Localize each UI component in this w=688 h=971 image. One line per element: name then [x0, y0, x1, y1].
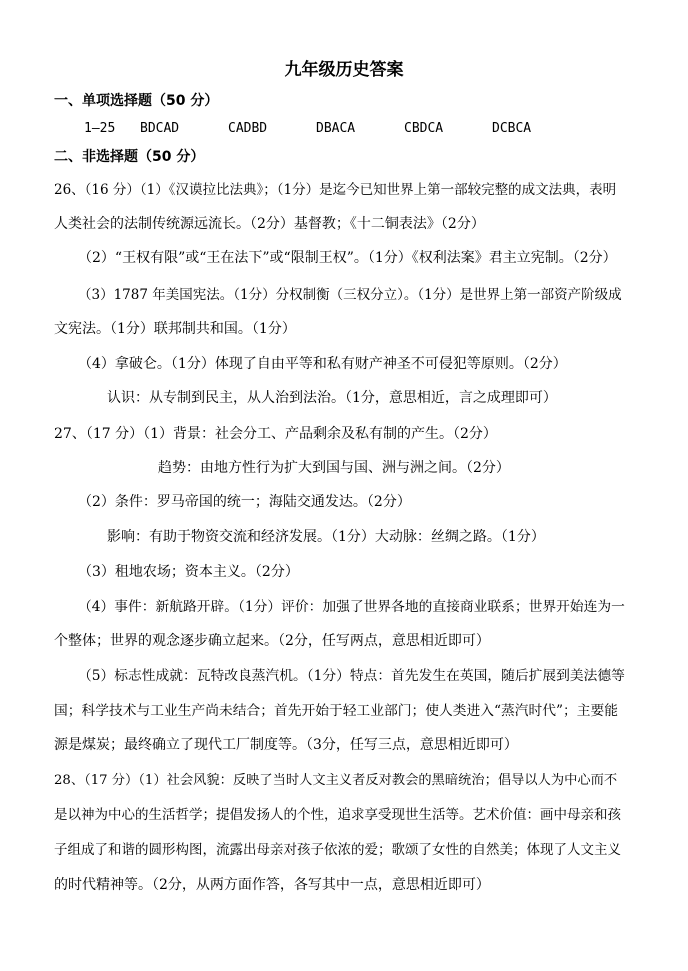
answer-line: （4）事件：新航路开辟。（1分）评价：加强了世界各地的直接商业联系；世界开始连为一 [78, 599, 625, 615]
mc-group-5: DCBCA [492, 121, 532, 136]
answer-line: （5）标志性成就：瓦特改良蒸汽机。（1分）特点：首先发生在英国，随后扩展到美法德等 [78, 668, 625, 684]
answer-line: 子组成了和谐的圆形构图，流露出母亲对孩子依浓的爱；歌颂了女性的自然美；体现了人文主义 [54, 842, 621, 858]
answer-line: 文宪法。（1分）联邦制共和国。（1分） [54, 321, 296, 337]
answer-line: 是以神为中心的生活哲学；提倡发扬人的个性，追求享受现世生活等。艺术价值：画中母亲和孩 [54, 807, 621, 823]
page-title: 九年级历史答案 [284, 60, 404, 80]
answer-line: 的时代精神等。（2分，从两方面作答，各写其中一点，意思相近即可） [54, 877, 490, 893]
answer-line: 27、（17 分）（1）背景：社会分工、产品剩余及私有制的产生。（2分） [54, 426, 497, 442]
mc-group-1: BDCAD [140, 121, 180, 136]
section2-heading: 二、非选择题（50 分） [54, 149, 205, 165]
answer-line: 28、（17 分）（1）社会风貌：反映了当时人文主义者反对教会的黑暗统治；倡导以人为中心而不 [54, 773, 618, 788]
answer-line: （4）拿破仑。（1分）体现了自由平等和私有财产神圣不可侵犯等原则。（2分） [78, 356, 567, 372]
mc-range: 1—25 [84, 121, 116, 136]
mc-group-3: DBACA [316, 121, 356, 136]
answer-line: 趋势：由地方性行为扩大到国与国、洲与洲之间。（2分） [158, 460, 510, 476]
answer-line: （2）条件：罗马帝国的统一；海陆交通发达。（2分） [78, 494, 411, 510]
section1-heading: 一、单项选择题（50 分） [54, 93, 219, 109]
answer-line: 个整体；世界的观念逐步确立起来。（2分，任写两点，意思相近即可） [54, 633, 490, 649]
answer-line: 26、（16 分）（1）《汉谟拉比法典》；（1分）是迄今已知世界上第一部较完整的成文法典，表明 [54, 182, 617, 198]
answer-line: 认识：从专制到民主，从人治到法治。（1分，意思相近，言之成理即可） [107, 390, 557, 406]
answer-line: 人类社会的法制传统源远流长。（2分）基督教；《十二铜表法》（2分） [54, 216, 485, 232]
answer-line: 影响：有助于物资交流和经济发展。（1分）大动脉：丝绸之路。（1分） [107, 529, 545, 545]
answer-line: （3）租地农场；资本主义。（2分） [78, 564, 299, 580]
answer-line: （2）“王权有限”或“王在法下”或“限制王权”。（1分）《权利法案》君主立宪制。（2分） [78, 250, 617, 266]
mc-group-2: CADBD [228, 121, 268, 136]
answer-line: 国；科学技术与工业生产尚未结合；首先开始于轻工业部门；使人类进入“蒸汽时代”；主要能 [54, 703, 619, 719]
answer-line: （3）1787 年美国宪法。（1分）分权制衡（三权分立）。（1分）是世界上第一部资产阶级成 [78, 287, 622, 303]
answer-line: 源是煤炭；最终确立了现代工厂制度等。（3分，任写三点，意思相近即可） [54, 737, 518, 753]
mc-group-4: CBDCA [404, 121, 444, 136]
